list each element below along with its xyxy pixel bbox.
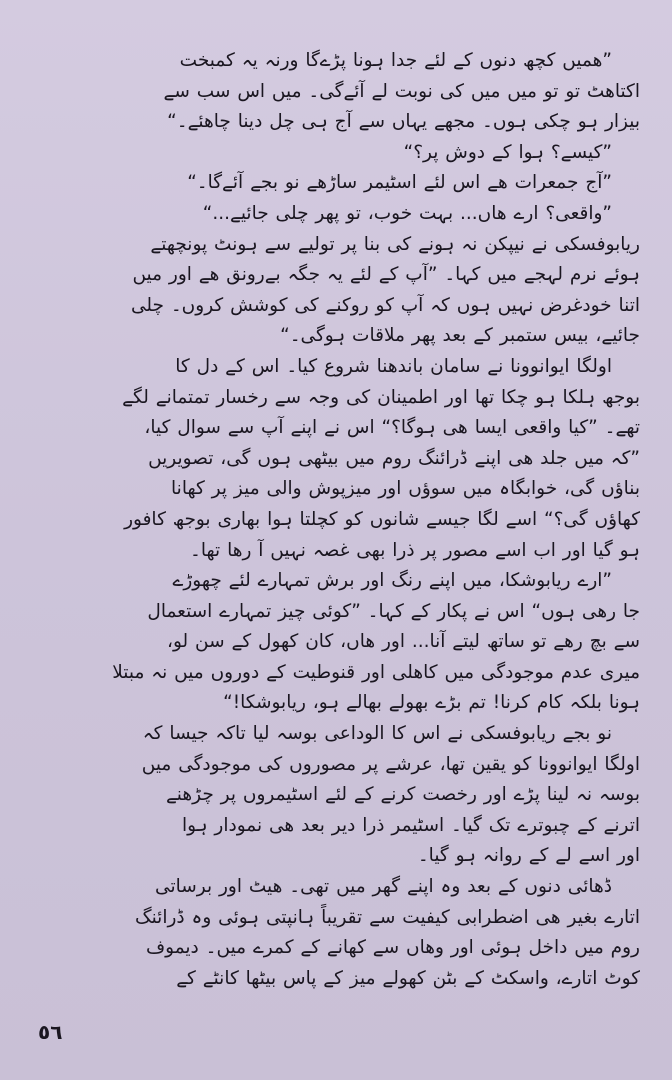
text-line: ہونا بلکہ کام کرنا! تم بڑے بھولے بھالے ہو، ریابوشکا!“ — [223, 692, 640, 714]
text-line: سے بچ رھے تو ساتھ لیتے آنا... اور ھاں، کان کھول کے سن لو، — [166, 631, 640, 653]
text-line: بوجھ ہلکا ہو چکا تھا اور اطمینان کی وجہ سے رخسار تمتمانے لگے — [122, 386, 640, 408]
text-line: اترنے کے چبوترے تک گیا۔ اسٹیمر ذرا دیر بعد ھی نمودار ہوا — [182, 814, 640, 836]
text-line: تھے۔ ”کیا واقعی ایسا ھی ہوگا؟“ اس نے اپنے آپ سے سوال کیا، — [144, 417, 640, 439]
text-line: اکتاھٹ تو تو میں میں کی نوبت لے آئےگی۔ میں اس سب سے — [163, 80, 640, 102]
text-line: ”واقعی؟ ارے ھاں... بہت خوب، تو پھر چلی جائیے...“ — [202, 202, 612, 224]
text-line: ”آج جمعرات ھے اس لئے اسٹیمر ساڑھے نو بجے آئےگا۔“ — [187, 172, 612, 194]
text-line: اولگا ایوانوونا نے سامان باندھنا شروع کیا۔ اس کے دل کا — [175, 355, 612, 377]
text-line: اتنا خودغرض نہیں ہوں کہ آپ کو روکنے کی کوشش کروں۔ چلی — [130, 294, 640, 316]
text-line: بوسہ نہ لینا پڑے اور رخصت کرنے کے لئے اسٹیمروں پر چڑھنے — [165, 784, 640, 806]
text-line: جا رھی ہوں“ اس نے پکار کے کہا۔ ”کوئی چیز تمہارے استعمال — [147, 600, 640, 622]
text-line: روم میں داخل ہوئی اور وھاں سے کھانے کے کمرے میں۔ دیموف — [145, 937, 640, 959]
text-line: ریابوفسکی نے نیپکن نہ ہونے کی بنا پر تولیے سے ہونٹ پونچھتے — [150, 233, 640, 255]
page-number: ٥٦ — [38, 1020, 63, 1044]
text-line: بناؤں گی، خوابگاہ میں سوؤں اور میزپوش والی میز پر کھانا — [171, 478, 640, 500]
text-line: اولگا ایوانوونا کو یقین تھا، عرشے پر مصوروں کی موجودگی میں — [141, 753, 640, 775]
text-line: میری عدم موجودگی میں کاھلی اور قنوطیت کے دوروں میں نہ مبتلا — [112, 661, 640, 683]
body-text — [28, 46, 640, 994]
text-line: اور اسے لے کے روانہ ہو گیا۔ — [417, 845, 640, 867]
text-line: اتارے بغیر ھی اضطرابی کیفیت سے تقریباً ہانپتی ہوئی وہ ڈرائنگ — [135, 906, 640, 928]
text-line: کوٹ اتارے، واسکٹ کے بٹن کھولے میز کے پاس بیٹھا کانٹے کے — [176, 967, 640, 989]
text-line: ”ھمیں کچھ دنوں کے لئے جدا ہونا پڑےگا ورنہ یہ کمبخت — [179, 50, 612, 71]
text-line: ”کہ میں جلد ھی اپنے ڈرائنگ روم میں بیٹھی ہوں گی، تصویریں — [148, 447, 640, 469]
text-line: ”کیسے؟ ہوا کے دوش پر؟“ — [403, 141, 612, 163]
text-line: ”ارے ریابوشکا، میں اپنے رنگ اور برش تمہارے لئے چھوڑے — [172, 570, 612, 592]
text-line: کھاؤں گی؟“ اسے لگا جیسے شانوں کو کچلتا ہوا بھاری بوجھ کافور — [124, 508, 640, 530]
text-line: نو بجے ریابوفسکی نے اس کا الوداعی بوسہ لیا تاکہ جیسا کہ — [142, 723, 612, 745]
text-line: ڈھائی دنوں کے بعد وہ اپنے گھر میں تھی۔ ھیٹ اور برساتی — [155, 876, 612, 898]
text-line: ہو گیا اور اب اسے مصور پر ذرا بھی غصہ نہیں آ رھا تھا۔ — [190, 539, 640, 561]
text-line: جائیے، بیس ستمبر کے بعد پھر ملاقات ہوگی۔“ — [280, 325, 640, 347]
text-line: ہوئے نرم لہجے میں کہا۔ ”آپ کے لئے یہ جگہ بےرونق ھے اور میں — [132, 264, 640, 286]
text-line: بیزار ہو چکی ہوں۔ مجھے یہاں سے آج ہی چل دینا چاھئے۔“ — [167, 111, 640, 133]
